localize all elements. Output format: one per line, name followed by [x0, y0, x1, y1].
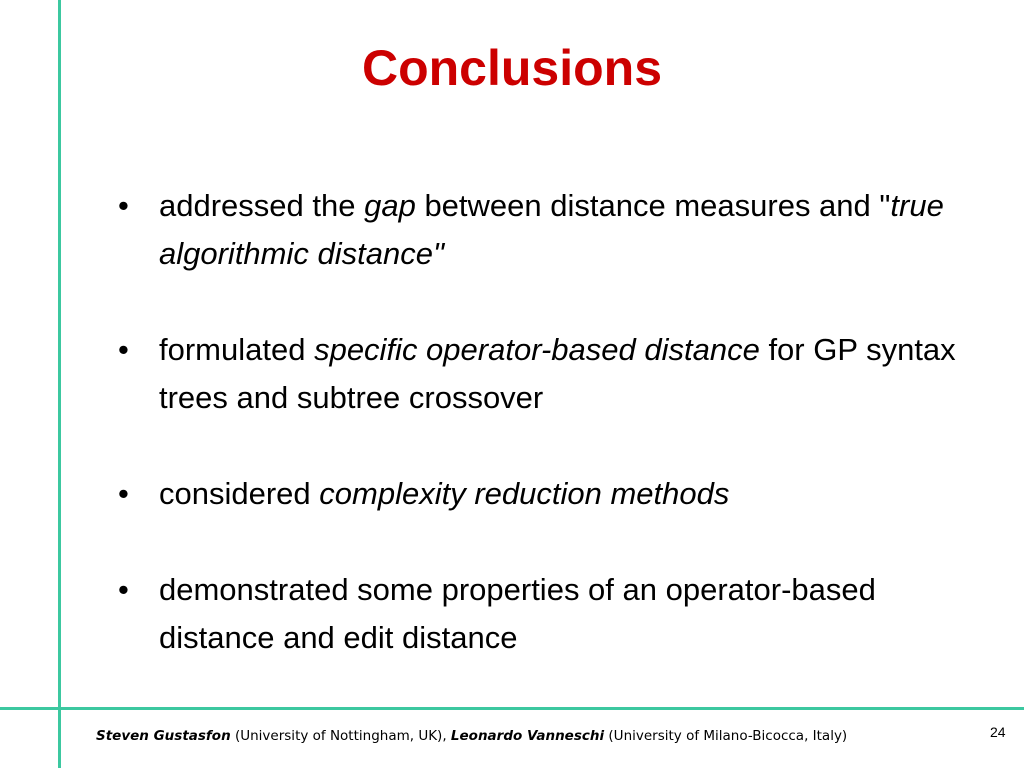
bullet-dot: •: [118, 572, 129, 607]
bullet-text-part-italic: gap: [364, 188, 416, 223]
bullet-dot: •: [118, 332, 129, 367]
slide-title: Conclusions: [361, 40, 663, 96]
footer-author-1: Steven Gustasfon: [96, 728, 231, 744]
bullet-text-part: considered: [159, 476, 320, 511]
bullet-dot: •: [118, 188, 129, 223]
footer-affiliation-1: (University of Nottingham, UK),: [230, 728, 451, 744]
footer-author-2: Leonardo Vanneschi: [450, 728, 605, 744]
bullet-dot: •: [118, 476, 129, 511]
bullet-item: [118, 470, 998, 518]
bullet-text-part-italic: complexity reduction methods: [319, 476, 730, 511]
bullet-text-part: between distance measures and ": [415, 188, 891, 223]
bullet-text-part: formulated: [159, 332, 315, 367]
bullet-list: [118, 182, 998, 662]
bullet-text-part-italic: true algorithmic distance": [159, 188, 944, 271]
footer-affiliation-2: (University of Milano-Bicocca, Italy): [604, 728, 848, 744]
bullet-item: [118, 182, 998, 278]
page-number: 24: [990, 724, 1006, 740]
footer-credits: [96, 728, 847, 744]
bullet-text-part: addressed the: [159, 188, 365, 223]
bullet-text-part-italic: specific operator-based distance: [314, 332, 760, 367]
bullet-item: [118, 566, 998, 662]
horizontal-rule-line: [0, 707, 1024, 710]
bullet-item: [118, 326, 998, 422]
vertical-rule-line: [58, 0, 61, 768]
bullet-text-part: demonstrated some properties of an operator-based distance and edit distance: [159, 572, 876, 655]
bullet-text-part: for GP syntax trees and subtree crossover: [159, 332, 956, 415]
